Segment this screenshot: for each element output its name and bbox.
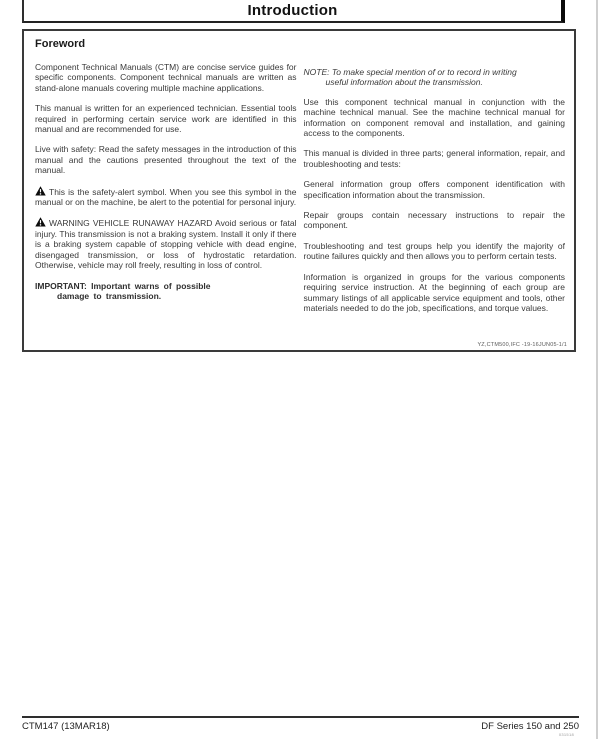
warning-text: WARNING VEHICLE RUNAWAY HAZARD Avoid serious or fatal injury. This transmission is not a braking system. Install it only if there is a braking system capable of stopping vehicle with dead engine, disengaged transmission, or loss of hydrostatic retardation. Otherwise, vehicle may roll freely, resulting in loss of control. xyxy=(35,218,297,271)
paragraph-use-with-machine-manual: Use this component technical manual in conjunction with the machine technical manual. See the machine technical manual for information on component removal and installation, and gaining access to the components. xyxy=(303,96,565,139)
publication-code: YZ,CTM500,IFC -19-16JUN05-1/1 xyxy=(477,342,567,348)
footer-print-code: 031518 xyxy=(558,732,574,737)
paragraph-experienced-technician: This manual is written for an experienced technician. Essential tools required in performing certain service work are identified in this manual and are recommended for use. xyxy=(35,103,297,135)
paragraph-live-with-safety: Live with safety: Read the safety messages in the introduction of this manual and the cautions presented throughout the text of the manual. xyxy=(35,144,297,176)
note-block xyxy=(304,67,566,88)
warning-triangle-icon xyxy=(35,217,46,227)
paragraph-warning-runaway xyxy=(35,217,297,270)
page-title: Introduction xyxy=(247,2,338,19)
paragraph-information-organized: Information is organized in groups for the various components requiring service instruction. At the beginning of each group are summary listings of all applicable service equipment and tools, other materials needed to do the job, specifications, and torque values. xyxy=(303,271,565,313)
note-line-1: NOTE: To make special mention of or to record in writing xyxy=(303,67,517,77)
important-line-1: IMPORTANT: Important warns of possible xyxy=(35,280,211,291)
paragraph-repair-groups: Repair groups contain necessary instructions to repair the component. xyxy=(303,210,565,231)
note-line-2: useful information about the transmission. xyxy=(325,77,483,88)
footer-rule xyxy=(22,716,579,718)
safety-alert-triangle-icon xyxy=(35,186,46,196)
foreword-section xyxy=(22,29,576,352)
footer-manual-number: CTM147 (13MAR18) xyxy=(22,721,110,732)
important-line-2: damage to transmission. xyxy=(57,290,162,301)
important-notice xyxy=(35,281,297,302)
safety-alert-text: This is the safety-alert symbol. When you see this symbol in the manual or on the machine, be alert to the potential for personal injury. xyxy=(35,186,297,208)
paragraph-three-parts: This manual is divided in three parts; general information, repair, and troubleshooting and tests: xyxy=(303,148,565,169)
footer-series-name: DF Series 150 and 250 xyxy=(481,721,579,732)
scan-edge-line xyxy=(596,0,598,739)
right-column xyxy=(304,62,566,323)
two-column-body xyxy=(35,62,565,323)
paragraph-troubleshooting-groups: Troubleshooting and test groups help you identify the majority of routine failures quickly and then allows you to perform certain tests. xyxy=(303,240,565,262)
paragraph-general-information-group: General information group offers component identification with specification information about the transmission. xyxy=(303,179,565,200)
paragraph-safety-alert xyxy=(35,186,297,208)
left-column xyxy=(35,62,297,323)
paragraph-ctm-description: Component Technical Manuals (CTM) are concise service guides for specific components. Component technical manuals are written as stand-alone manuals covering multiple machine applications. xyxy=(35,62,297,93)
section-heading: Foreword xyxy=(35,38,86,50)
page-title-box xyxy=(22,0,565,23)
